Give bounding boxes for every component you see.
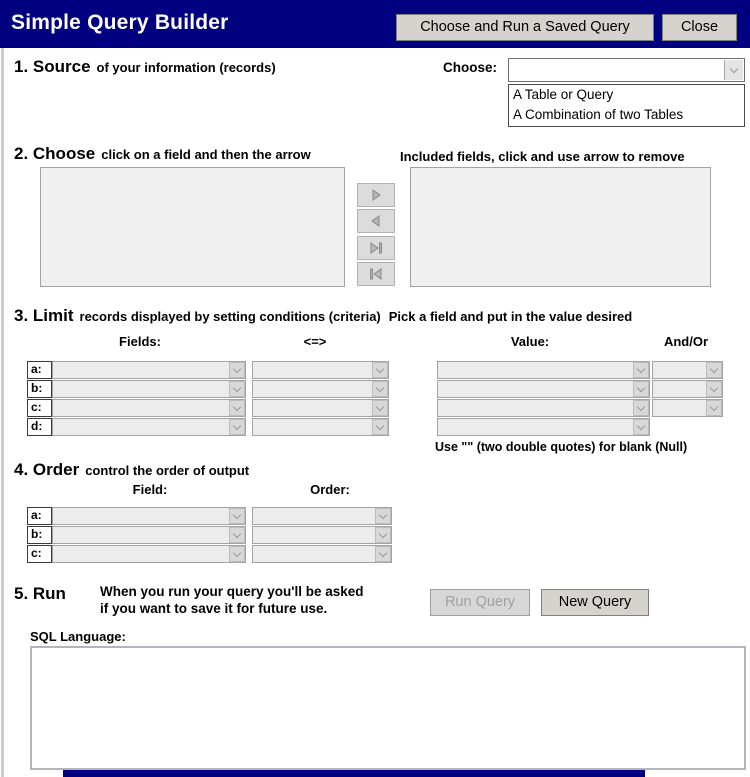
chevron-down-icon <box>229 381 245 397</box>
chevron-down-icon <box>229 527 245 543</box>
new-query-button[interactable]: New Query <box>541 589 649 616</box>
chevron-down-icon <box>706 400 722 416</box>
chevron-down-icon[interactable] <box>724 60 743 80</box>
section-2-title: 2. Choose <box>14 144 96 163</box>
move-all-left-button[interactable] <box>357 262 395 286</box>
order-row-label: a: <box>27 507 52 525</box>
page-title: Simple Query Builder <box>11 11 229 34</box>
order-c-field-combo[interactable] <box>52 545 246 563</box>
move-right-button[interactable] <box>357 183 395 207</box>
run-description-line2: if you want to save it for future use. <box>100 601 328 616</box>
close-button[interactable]: Close <box>662 14 737 41</box>
limit-b-value-combo[interactable] <box>437 380 650 398</box>
order-a-order-combo[interactable] <box>252 507 392 525</box>
chevron-down-icon <box>229 419 245 435</box>
choose-label: Choose: <box>443 60 497 75</box>
fields-column-header: Fields: <box>119 334 161 349</box>
arrow-right-icon <box>368 189 384 201</box>
limit-a-field-combo[interactable] <box>52 361 246 379</box>
section-3-description: records displayed by setting conditions (criteria) <box>79 309 381 324</box>
limit-c-value-combo[interactable] <box>437 399 650 417</box>
title-bar <box>0 0 750 48</box>
chevron-down-icon <box>706 381 722 397</box>
choose-run-saved-query-button[interactable]: Choose and Run a Saved Query <box>396 14 654 41</box>
run-query-button[interactable]: Run Query <box>430 589 530 616</box>
section-1-title: 1. Source <box>14 57 91 76</box>
order-order-column-header: Order: <box>310 482 350 497</box>
chevron-down-icon <box>375 546 391 562</box>
limit-row-label: d: <box>27 418 52 436</box>
limit-b-andor-combo[interactable] <box>652 380 723 398</box>
chevron-down-icon <box>633 362 649 378</box>
chevron-down-icon <box>633 419 649 435</box>
limit-b-field-combo[interactable] <box>52 380 246 398</box>
chevron-down-icon <box>375 508 391 524</box>
value-column-header: Value: <box>510 334 550 349</box>
limit-d-operator-combo[interactable] <box>252 418 389 436</box>
chevron-down-icon <box>633 400 649 416</box>
section-2-description: click on a field and then the arrow <box>101 147 311 162</box>
section-1-heading <box>14 57 276 77</box>
sql-language-textarea[interactable] <box>30 646 746 770</box>
order-field-column-header: Field: <box>132 482 168 497</box>
run-description-line1: When you run your query you'll be asked <box>100 584 364 599</box>
included-fields-label: Included fields, click and use arrow to remove <box>400 149 685 164</box>
chevron-down-icon <box>229 508 245 524</box>
chevron-down-icon <box>372 419 388 435</box>
run-description <box>100 583 400 617</box>
arrow-left-to-bar-icon <box>368 268 384 280</box>
source-dropdown-list <box>508 84 745 127</box>
dropdown-option-combination[interactable]: A Combination of two Tables <box>513 107 684 122</box>
included-fields-listbox[interactable] <box>410 167 711 287</box>
section-1-description: of your information (records) <box>96 60 276 75</box>
source-combo[interactable] <box>508 58 745 82</box>
move-all-right-button[interactable] <box>357 236 395 260</box>
order-c-order-combo[interactable] <box>252 545 392 563</box>
operator-column-header: <=> <box>303 334 327 349</box>
window-left-edge <box>1 48 4 777</box>
order-b-order-combo[interactable] <box>252 526 392 544</box>
order-b-field-combo[interactable] <box>52 526 246 544</box>
section-5-heading <box>14 584 66 604</box>
limit-c-field-combo[interactable] <box>52 399 246 417</box>
order-a-field-combo[interactable] <box>52 507 246 525</box>
chevron-down-icon <box>372 400 388 416</box>
section-5-title: 5. Run <box>14 584 66 603</box>
order-row-label: c: <box>27 545 52 563</box>
limit-c-andor-combo[interactable] <box>652 399 723 417</box>
limit-row-label: a: <box>27 361 52 379</box>
null-hint-note: Use "" (two double quotes) for blank (Null) <box>435 440 688 454</box>
dropdown-option-table-or-query[interactable]: A Table or Query <box>513 87 614 102</box>
limit-d-value-combo[interactable] <box>437 418 650 436</box>
section-2-heading <box>14 144 311 164</box>
chevron-down-icon <box>229 400 245 416</box>
move-left-button[interactable] <box>357 209 395 233</box>
limit-a-andor-combo[interactable] <box>652 361 723 379</box>
limit-b-operator-combo[interactable] <box>252 380 389 398</box>
limit-d-field-combo[interactable] <box>52 418 246 436</box>
section-3-title: 3. Limit <box>14 306 74 325</box>
section-3-heading <box>14 306 632 326</box>
chevron-down-icon <box>706 362 722 378</box>
chevron-down-icon <box>372 381 388 397</box>
order-row-label: b: <box>27 526 52 544</box>
limit-row-label: c: <box>27 399 52 417</box>
limit-c-operator-combo[interactable] <box>252 399 389 417</box>
limit-a-operator-combo[interactable] <box>252 361 389 379</box>
section-4-description: control the order of output <box>85 463 250 478</box>
sql-language-label: SQL Language: <box>30 629 126 644</box>
limit-a-value-combo[interactable] <box>437 361 650 379</box>
arrow-right-to-bar-icon <box>368 242 384 254</box>
section-4-title: 4. Order <box>14 460 80 479</box>
andor-column-header: And/Or <box>663 334 709 349</box>
footer-bar <box>63 770 645 777</box>
chevron-down-icon <box>372 362 388 378</box>
chevron-down-icon <box>229 546 245 562</box>
chevron-down-icon <box>375 527 391 543</box>
chevron-down-icon <box>633 381 649 397</box>
chevron-down-icon <box>229 362 245 378</box>
limit-row-label: b: <box>27 380 52 398</box>
section-4-heading <box>14 460 249 480</box>
section-3-description2: Pick a field and put in the value desired <box>388 309 633 324</box>
arrow-left-icon <box>368 215 384 227</box>
available-fields-listbox[interactable] <box>40 167 345 287</box>
